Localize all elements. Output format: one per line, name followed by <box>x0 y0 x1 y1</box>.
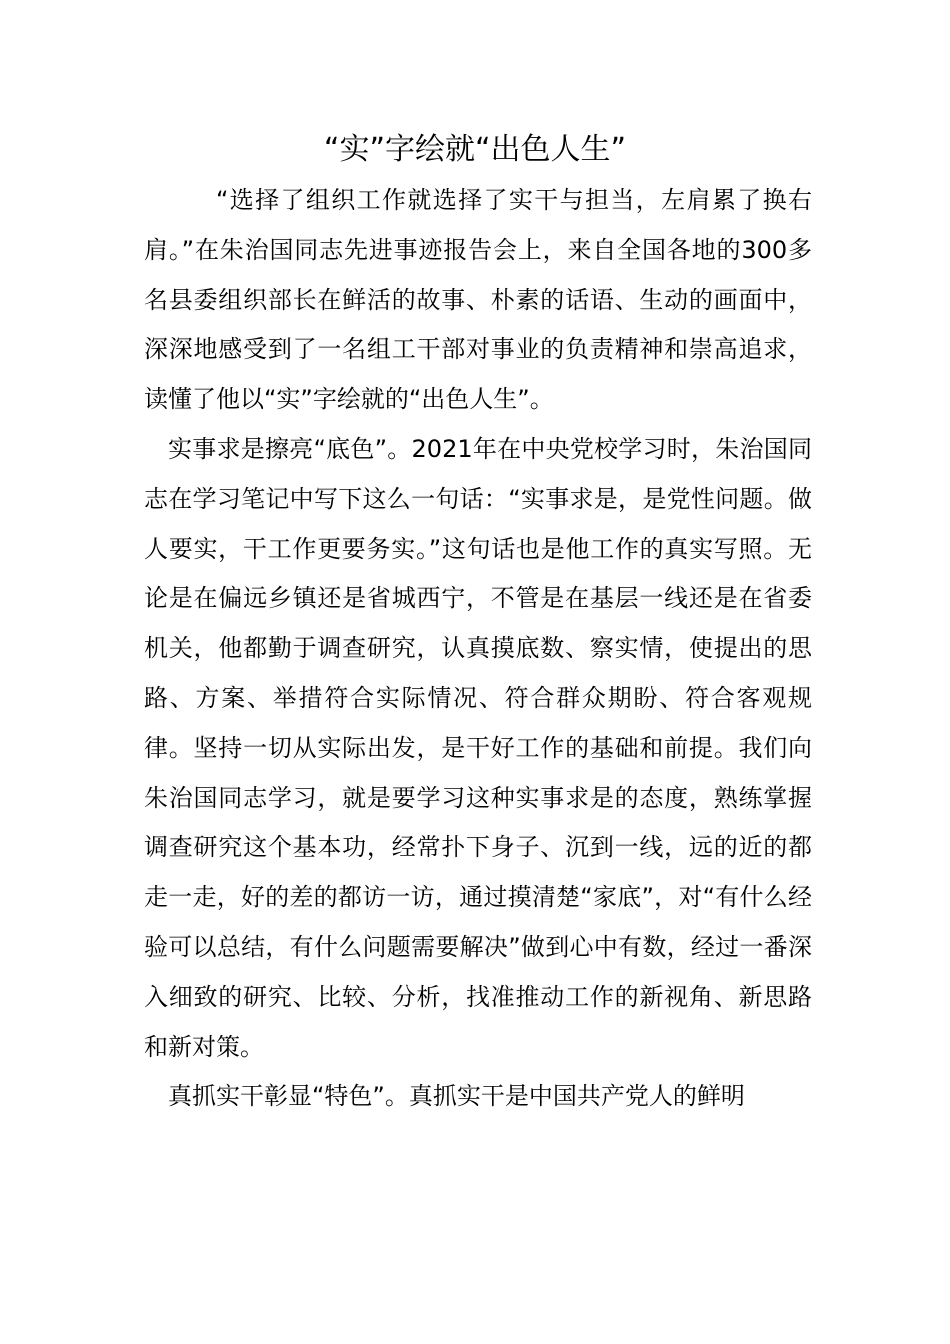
paragraph-intro: “选择了组织工作就选择了实干与担当，左肩累了换右肩。”在朱治国同志先进事迹报告会上，来自全国各地的300多名县委组织部长在鲜活的故事、朴素的话语、生动的画面中，深深地感受到了一名组工干部对事业的负责精神和崇高追求，读懂了他以“实”字绘就的“出色人生”。 <box>144 186 812 414</box>
document-title: “实”字绘就“出色人生” <box>323 132 627 167</box>
paragraph-seeking-truth: 实事求是擦亮“底色”。2021年在中央党校学习时，朱治国同志在学习笔记中写下这么一句话：“实事求是，是党性问题。做人要实，干工作更要务实。”这句话也是他工作的真实写照。无论是在偏远乡镇还是省城西宁，不管是在基层一线还是在省委机关，他都勤于调查研究，认真摸底数、察实情，使提出的思路、方案、举措符合实际情况、符合群众期盼、符合客观规律。坚持一切从实际出发，是干好工作的基础和前提。我们向朱治国同志学习，就是要学习这种实事求是的态度，熟练掌握调查研究这个基本功，经常扑下身子、沉到一线，远的近的都走一走，好的差的都访一访，通过摸清楚“家底”，对“有什么经验可以总结，有什么问题需要解决”做到心中有数，经过一番深入细致的研究、比较、分析，找准推动工作的新视角、新思路和新对策。 <box>144 434 812 1061</box>
document-body <box>144 176 812 1122</box>
paragraph-hard-work: 真抓实干彰显“特色”。真抓实干是中国共产党人的鲜明 <box>168 1082 745 1111</box>
